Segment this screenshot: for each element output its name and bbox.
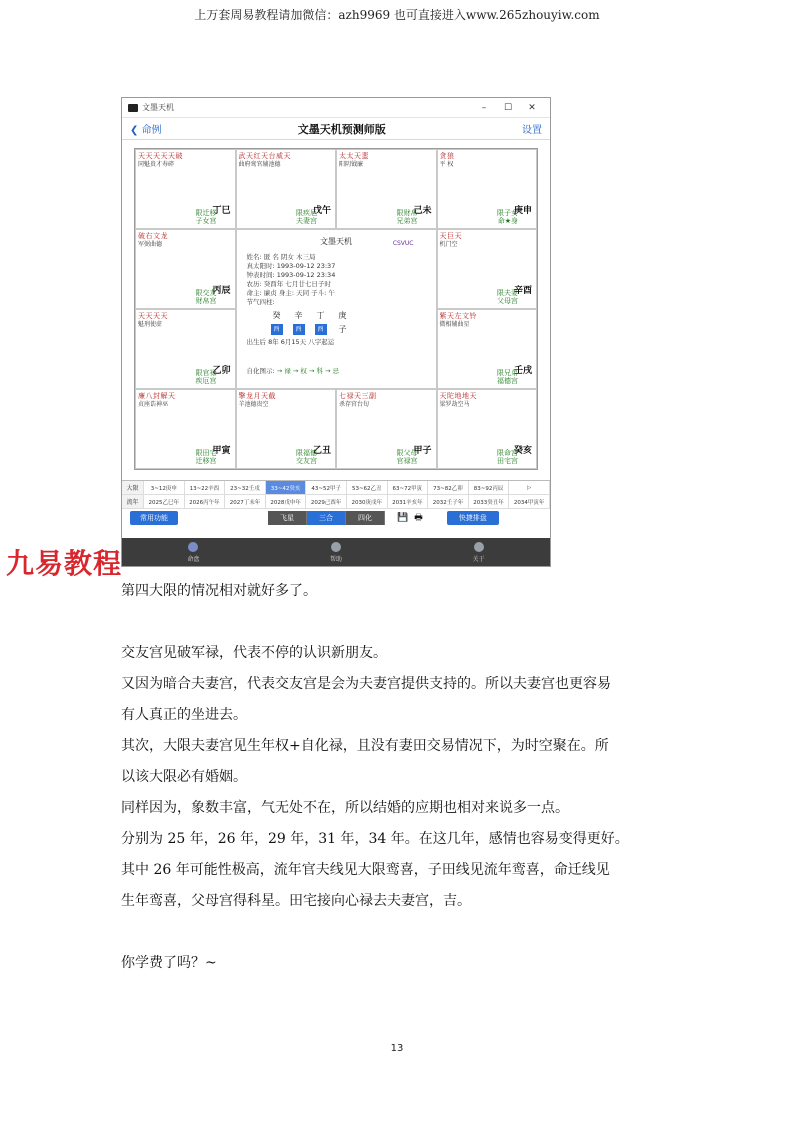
paragraph: 第四大限的情况相对就好多了。 [121,583,317,599]
daxian-cell[interactable]: 13~22辛酉 [185,481,226,495]
palace-wu[interactable]: 武天红天台威天 曲府鸾官辅池德 限疾厄 夫妻宫 戊午 [236,149,337,229]
liunian-cell[interactable]: 2027丁未年 [225,495,266,509]
next-arrow-icon[interactable]: ▷ [509,481,550,495]
view-mode-segment [268,511,385,525]
liunian-cell[interactable]: 2028戊申年 [266,495,307,509]
palace-mao[interactable]: 天天天天 魁刑使虚 限官禄 疾厄宫 乙卯 [135,309,236,389]
palace-si[interactable]: 天天天天天破 同魁贵才寿碎 限迁移 子女宫 丁巳 [135,149,236,229]
nav-help[interactable]: 帮助 [330,542,342,563]
settings-button[interactable]: 设置 [522,125,542,136]
app-header [122,118,550,140]
nav-about[interactable]: 关于 [473,542,485,563]
watermark-logo: 九易教程 [6,547,123,580]
palace-chou[interactable]: 擎龙月天截 羊池德贵空 限福德 交友宫 乙丑 [236,389,337,469]
print-icon[interactable]: 🖶 [414,512,429,523]
paragraph: 有人真正的坐进去。 [121,707,247,723]
liunian-cell[interactable]: 2033癸丑年 [469,495,510,509]
back-button[interactable]: ❮ 命例 [130,125,162,136]
daxian-cell[interactable]: 53~62乙丑 [347,481,388,495]
liunian-cell[interactable]: 2029己酉年 [306,495,347,509]
common-functions-button[interactable]: 常用功能 [130,511,178,525]
paragraph: 其中 26 年可能性极高，流年官夫线见大限鸾喜，子田线见流年鸾喜，命迁线见 [121,862,610,878]
ziwei-chart [122,140,550,480]
paragraph: 同样因为，象数丰富，气无处不在，所以结婚的应期也相对来说多一点。 [121,800,569,816]
bottom-nav [122,538,550,566]
liunian-cell[interactable]: 2034甲寅年 [509,495,550,509]
daxian-cell[interactable]: 63~72甲寅 [388,481,429,495]
tab-feixing[interactable]: 飞星 [268,511,307,525]
paragraph: 以该大限必有婚姻。 [121,769,247,785]
daxian-cell[interactable]: 83~92丙辰 [469,481,510,495]
liunian-cell[interactable]: 2031辛亥年 [388,495,429,509]
daxian-cell[interactable]: 73~82乙卯 [428,481,469,495]
palace-shen[interactable]: 贪狼 平 权 限子女 命★身 庚申 [437,149,538,229]
header-banner: 上万套周易教程请加微信：azh9969 也可直接进入www.265zhouyiw.com [194,8,600,22]
palace-xu[interactable]: 紫天左文铃 微相辅曲星 限兄弟 福德宫 壬戌 [437,309,538,389]
tab-sihua[interactable]: 四化 [346,511,385,525]
paragraph: 其次，大限夫妻宫见生年权+自化禄，且没有妻田交易情况下，为时空聚在。所 [121,738,609,754]
liunian-cell[interactable]: 2030庚戌年 [347,495,388,509]
save-icon[interactable]: 💾 [397,512,415,523]
liunian-cell[interactable]: 2026丙午年 [185,495,226,509]
palace-you[interactable]: 天巨天 机门空 限夫妻 父母宫 辛酉 [437,229,538,309]
palace-grid [134,148,538,470]
paragraph: 又因为暗合夫妻宫，代表交友宫是会为夫妻宫提供支持的。所以夫妻宫也更容易 [121,676,611,692]
page-number: 13 [390,1043,404,1054]
chart-icon [188,542,198,552]
palace-hai[interactable]: 天陀地地天 梁罗劫空马 限命宫 田宅宫 癸亥 [437,389,538,469]
help-icon [331,542,341,552]
paragraph: 分别为 25 年，26 年，29 年，31 年，34 年。在这几年，感情也容易变得更好。 [121,831,629,847]
daxian-cell[interactable]: 3~12庚申 [144,481,185,495]
daxian-row: 大限 3~12庚申 13~22辛酉 23~32壬戌 33~42癸亥 43~52甲子 53~62乙丑 63~72甲寅 73~82乙卯 83~92丙辰 ▷ [122,481,550,495]
nav-chart[interactable]: 命盘 [187,542,199,563]
liunian-row: 流年 2025乙巳年 2026丙午年 2027丁未年 2028戊申年 2029己酉年 2030庚戌年 2031辛亥年 2032壬子年 2033癸丑年 2034甲寅年 [122,495,550,509]
daxian-cell[interactable]: 23~32壬戌 [225,481,266,495]
four-pillars: 癸 辛 丁 庚 [272,311,347,320]
palace-yin[interactable]: 廉八封解天 贞座诰神巫 限田宅 迁移宫 甲寅 [135,389,236,469]
center-info-panel: 文墨天机 CSVUC 姓名: 匿 名 阴女 木三局 真太阳时: 1993-09-12 23:37 钟表时间: 1993-09-12 23:34 农历: 癸酉年 七月廿七日子时 命主: 廉贞 身主: 天同 子斗: 午 节气四柱: 癸 辛 丁 庚 酉 酉 酉 子 出生后 8年 6月15天 八字起运 自化图示: → 禄 → 权 → 科 → 忌 [236,229,437,389]
period-timeline [122,480,550,508]
tab-sanhe[interactable]: 三合 [307,511,346,525]
info-icon [474,542,484,552]
liunian-cell[interactable]: 2025乙巳年 [144,495,185,509]
liunian-cell[interactable]: 2032壬子年 [428,495,469,509]
paragraph: 交友宫见破军禄，代表不停的认识新朋友。 [121,645,387,661]
app-logo-icon [128,104,138,112]
app-title: 文墨天机预测师版 [297,122,386,136]
daxian-cell[interactable]: 43~52甲子 [306,481,347,495]
palace-chen[interactable]: 破右文龙 军弼曲德 限交友 财帛宫 丙辰 [135,229,236,309]
window-titlebar [122,98,550,118]
paragraph: 生年鸾喜，父母宫得科星。田宅接向心禄去夫妻宫，吉。 [121,893,471,909]
minimize-icon[interactable]: – [481,102,487,113]
chevron-left-icon: ❮ [130,125,142,136]
palace-zi[interactable]: 七禄天三副 杀存官台旬 限父母 官禄宫 甲子 [336,389,437,469]
close-icon[interactable]: ✕ [528,102,536,113]
quick-chart-button[interactable]: 快捷排盘 [447,511,499,525]
app-screenshot [121,97,551,567]
chart-toolbar [122,508,550,526]
palace-wei[interactable]: 太太天蜚 阳阴钺廉 限财帛 兄弟宫 己未 [336,149,437,229]
daxian-cell-selected[interactable]: 33~42癸亥 [266,481,307,495]
window-title: 文墨天机 [142,103,174,112]
paragraph: 你学费了吗？~ [121,955,217,971]
maximize-icon[interactable]: ☐ [503,102,513,113]
